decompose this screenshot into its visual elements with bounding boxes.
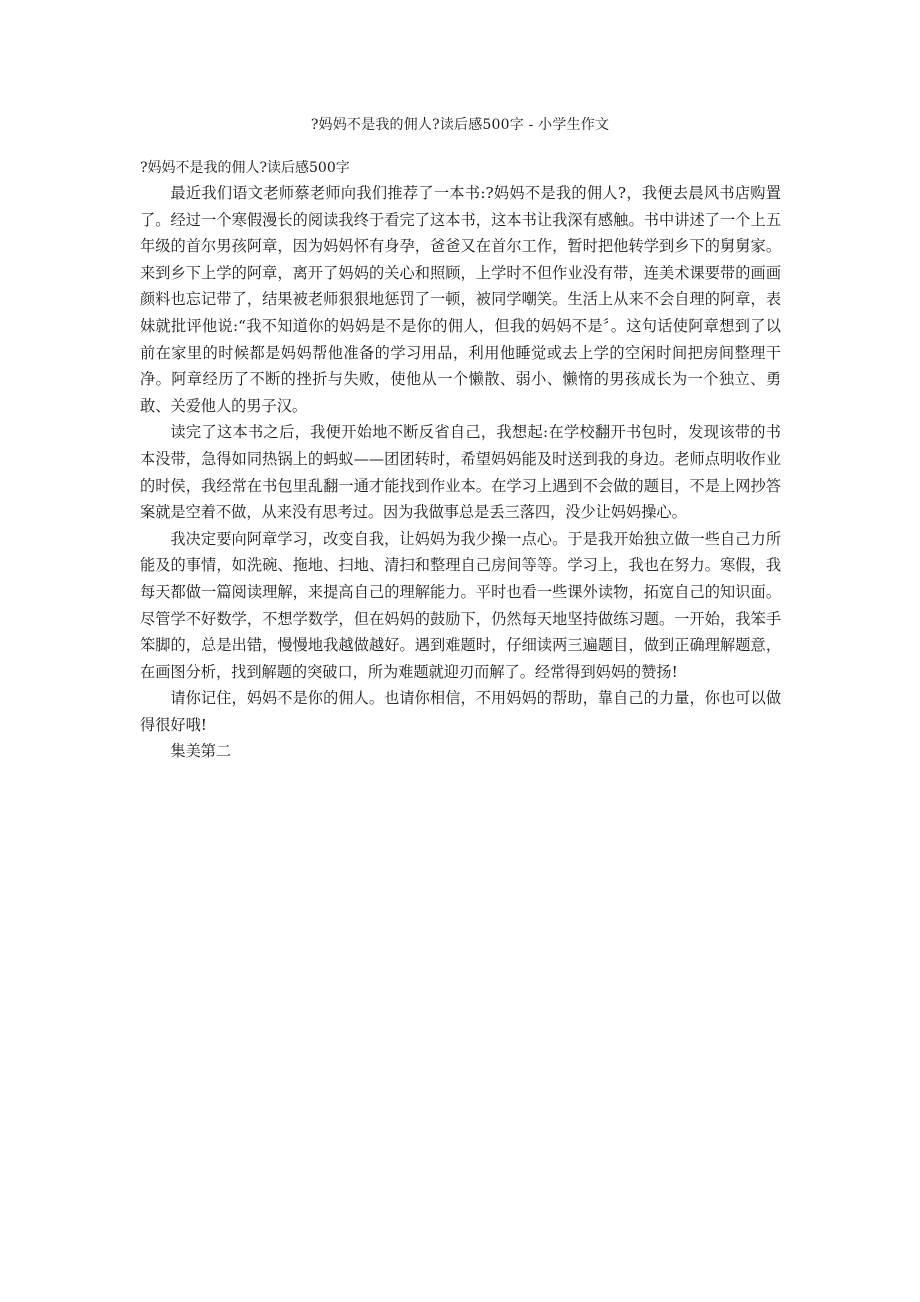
- author-signature: 集美第二: [170, 742, 232, 761]
- paragraph-1: 最近我们语文老师蔡老师向我们推荐了一本书:?妈妈不是我的佣人?，我便去晨风书店购置了。经过一个寒假漫长的阅读我终于看完了这本书，这本书让我深有感触。书中讲述了一个上五年级的首尔男孩阿章，因为妈妈怀有身孕，爸爸又在首尔工作，暂时把他转学到乡下的舅舅家。来到乡下上学的阿章，离开了妈妈的关心和照顾，上学时不但作业没有带，连美术课要带的画画颜料也忘记带了，结果被老师狠狠地惩罚了一顿，被同学嘲笑。生活上从来不会自理的阿章，表妹就批评他说:“我不知道你的妈妈是不是你的佣人，但我的妈妈不是〞。这句话使阿章想到了以前在家里的时候都是妈妈帮他准备的学习用品，利用他睡觉或去上学的空闲时间把房间整理干净。阿章经历了不断的挫折与失败，使他从一个懒散、弱小、懒惰的男孩成长为一个独立、勇敢、关爱他人的男子汉。: [140, 184, 781, 415]
- document-title: ?妈妈不是我的佣人?读后感500字 - 小学生作文: [310, 117, 610, 133]
- paragraph-3: 我决定要向阿章学习，改变自我，让妈妈为我少操一点心。于是我开始独立做一些自己力所能及的事情，如洗碗、拖地、扫地、清扫和整理自己房间等等。学习上，我也在努力。寒假，我每天都做一篇阅读理解，来提高自己的理解能力。平时也看一些课外读物，拓宽自己的知识面。尽管学不好数学，不想学数学，但在妈妈的鼓励下，仍然每天地坚持做练习题。一开始，我笨手笨脚的，总是出错，慢慢地我越做越好。遇到难题时，仔细读两三遍题目，做到正确理解题意，在画图分析，找到解题的突破口，所为难题就迎刃而解了。经常得到妈妈的赞扬!: [140, 529, 781, 681]
- paragraph-2: 读完了这本书之后，我便开始地不断反省自己，我想起:在学校翻开书包时，发现该带的书本没带，急得如同热锅上的蚂蚁——团团转时，希望妈妈能及时送到我的身边。老师点明收作业的时侯，我经常在书包里乱翻一通才能找到作业本。在学习上遇到不会做的题目，不是上网抄答案就是空着不做，从来没有思考过。因为我做事总是丢三落四，没少让妈妈操心。: [140, 423, 781, 522]
- article-subtitle: ?妈妈不是我的佣人?读后感500字: [140, 160, 350, 176]
- paragraph-4: 请你记住，妈妈不是你的佣人。也请你相信，不用妈妈的帮助，靠自己的力量，你也可以做得很好哦!: [140, 689, 781, 734]
- article-body: [140, 156, 781, 765]
